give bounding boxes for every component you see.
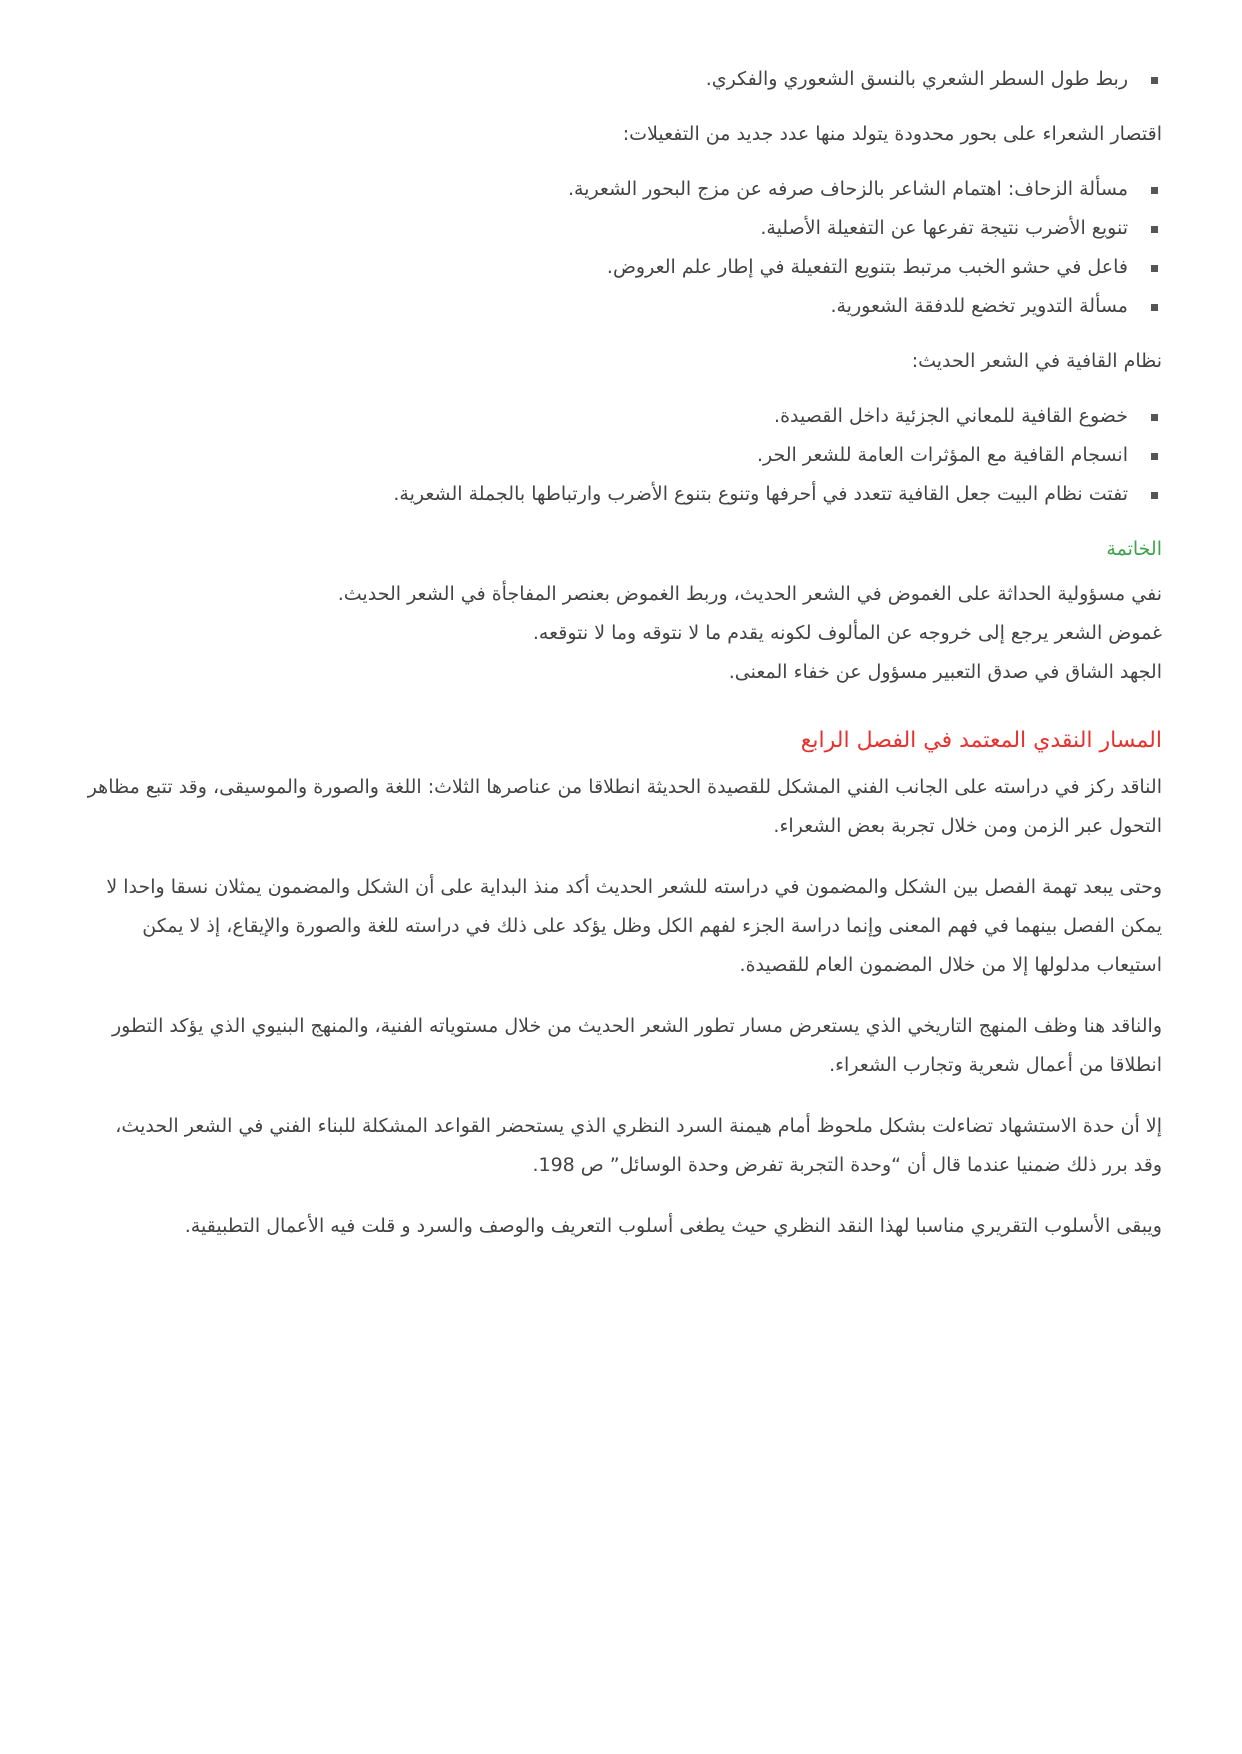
body-paragraph: وحتى يبعد تهمة الفصل بين الشكل والمضمون في دراسته للشعر الحديث أكد منذ البداية على أن الشكل والمضمون يمثلان نسقا واحدا لا يمكن الفصل بينهما في فهم المعنى وإنما دراسة الجزء لفهم الكل وظل يؤكد على ذلك في دراسته للغة والصورة والإيقاع، إذ لا يمكن استيعاب مدلولها إلا من خلال المضمون العام للقصيدة.	[106, 876, 1162, 976]
paragraph-qafia: نظام القافية في الشعر الحديث:	[911, 350, 1162, 372]
list-item: فاعل في حشو الخبب مرتبط بتنويع التفعيلة في إطار علم العروض.	[82, 248, 1128, 287]
paragraph-bahoor: اقتصار الشعراء على بحور محدودة يتولد منها عدد جديد من التفعيلات:	[622, 123, 1162, 145]
list-item: تنويع الأضرب نتيجة تفرعها عن التفعيلة الأصلية.	[82, 209, 1128, 248]
square-bullet-icon	[1151, 304, 1158, 311]
square-bullet-icon	[1151, 226, 1158, 233]
square-bullet-icon	[1151, 265, 1158, 272]
conclusion-heading: الخاتمة	[1106, 538, 1162, 560]
list-item: تفتت نظام البيت جعل القافية تتعدد في أحرفها وتنوع بتنوع الأضرب وارتباطها بالجملة الشعرية.	[82, 475, 1128, 514]
bullet-list-qafia	[82, 397, 1162, 514]
body-paragraph: والناقد هنا وظف المنهج التاريخي الذي يستعرض مسار تطور الشعر الحديث من خلال مستوياته الفنية، والمنهج البنيوي الذي يؤكد التطور انطلاقا من أعمال شعرية وتجارب الشعراء.	[112, 1015, 1162, 1076]
list-item: ربط طول السطر الشعري بالنسق الشعوري والفكري.	[82, 60, 1128, 99]
bullet-list-line-length	[82, 60, 1162, 99]
square-bullet-icon	[1151, 453, 1158, 460]
list-item: خضوع القافية للمعاني الجزئية داخل القصيدة.	[82, 397, 1128, 436]
conclusion-line: الجهد الشاق في صدق التعبير مسؤول عن خفاء المعنى.	[728, 661, 1162, 683]
square-bullet-icon	[1151, 77, 1158, 84]
square-bullet-icon	[1151, 414, 1158, 421]
conclusion-line: غموض الشعر يرجع إلى خروجه عن المألوف لكونه يقدم ما لا نتوقه وما لا نتوقعه.	[532, 622, 1162, 644]
body-paragraph: الناقد ركز في دراسته على الجانب الفني المشكل للقصيدة الحديثة انطلاقا من عناصرها الثلاث: اللغة والصورة والموسيقى، وقد تتبع مظاهر التحول عبر الزمن ومن خلال تجربة بعض الشعراء.	[87, 776, 1162, 837]
square-bullet-icon	[1151, 492, 1158, 499]
conclusion-line: نفي مسؤولية الحداثة على الغموض في الشعر الحديث، وربط الغموض بعنصر المفاجأة في الشعر الحديث.	[337, 583, 1162, 605]
bullet-list-tafeelat	[82, 170, 1162, 326]
list-item: انسجام القافية مع المؤثرات العامة للشعر الحر.	[82, 436, 1128, 475]
square-bullet-icon	[1151, 187, 1158, 194]
document-page	[82, 60, 1162, 1246]
body-paragraph: إلا أن حدة الاستشهاد تضاءلت بشكل ملحوظ أمام هيمنة السرد النظري الذي يستحضر القواعد المشكلة للبناء الفني في الشعر الحديث، وقد برر ذلك ضمنيا عندما قال أن “وحدة التجربة تفرض وحدة الوسائل” ص 198.	[115, 1115, 1162, 1176]
list-item: مسألة التدوير تخضع للدفقة الشعورية.	[82, 287, 1128, 326]
body-paragraph: ويبقى الأسلوب التقريري مناسبا لهذا النقد النظري حيث يطغى أسلوب التعريف والوصف والسرد و قلت فيه الأعمال التطبيقية.	[184, 1215, 1162, 1237]
section-heading: المسار النقدي المعتمد في الفصل الرابع	[800, 728, 1162, 753]
list-item: مسألة الزحاف: اهتمام الشاعر بالزحاف صرفه عن مزج البحور الشعرية.	[82, 170, 1128, 209]
